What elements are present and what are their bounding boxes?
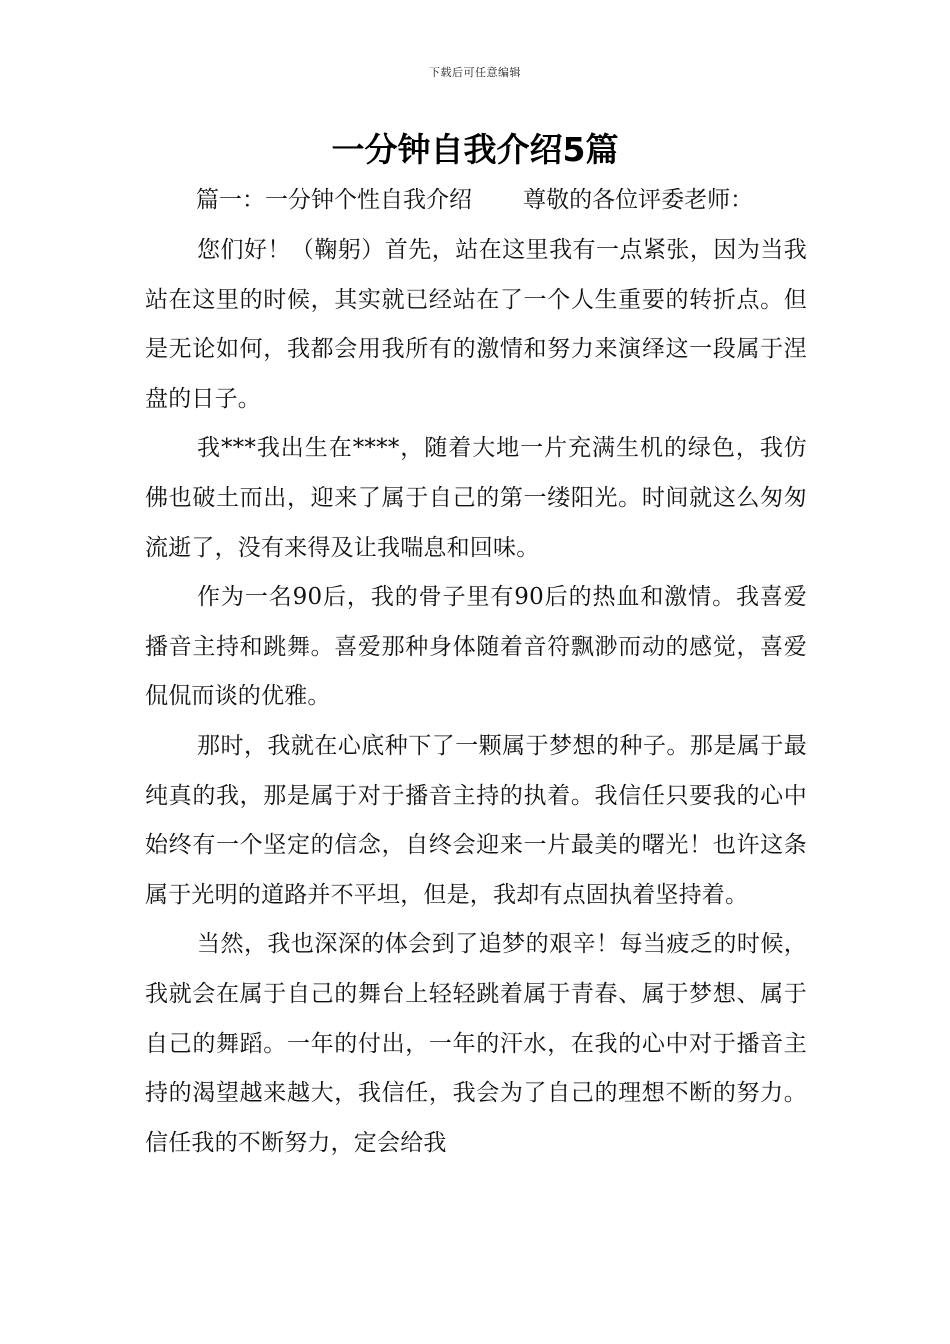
paragraph-3: 作为一名90后，我的骨子里有90后的热血和激情。我喜爱播音主持和跳舞。喜爱那种身体随着音符飘渺而动的感觉，喜爱侃侃而谈的优雅。 xyxy=(145,584,807,710)
paragraph-2: 我***我出生在****，随着大地一片充满生机的绿色，我仿佛也破土而出，迎来了属于自己的第一缕阳光。时间就这么匆匆流逝了，没有来得及让我喘息和回味。 xyxy=(145,435,807,561)
page-header-note: 下载后可任意编辑 xyxy=(429,66,521,79)
paragraph-1: 您们好！（鞠躬）首先，站在这里我有一点紧张，因为当我站在这里的时候，其实就已经站在了一个人生重要的转折点。但是无论如何，我都会用我所有的激情和努力来演绎这一段属于涅盘的日子。 xyxy=(145,237,807,412)
paragraph-4: 那时，我就在心底种下了一颗属于梦想的种子。那是属于最纯真的我，那是属于对于播音主持的执着。我信任只要我的心中始终有一个坚定的信念，自终会迎来一片最美的曙光！也许这条属于光明的道路并不平坦，但是，我却有点固执着坚持着。 xyxy=(145,732,807,908)
document-title: 一分钟自我介绍5篇 xyxy=(331,130,619,169)
paragraph-5: 当然，我也深深的体会到了追梦的艰辛！每当疲乏的时候，我就会在属于自己的舞台上轻轻跳着属于青春、属于梦想、属于自己的舞蹈。一年的付出，一年的汗水，在我的心中对于播音主持的渴望越来越大，我信任，我会为了自己的理想不断的努力。信任我的不断努力，定会给我 xyxy=(145,931,807,1156)
document-body xyxy=(145,226,807,1168)
document-subtitle: 篇一：一分钟个性自我介绍 尊敬的各位评委老师： xyxy=(196,187,754,213)
